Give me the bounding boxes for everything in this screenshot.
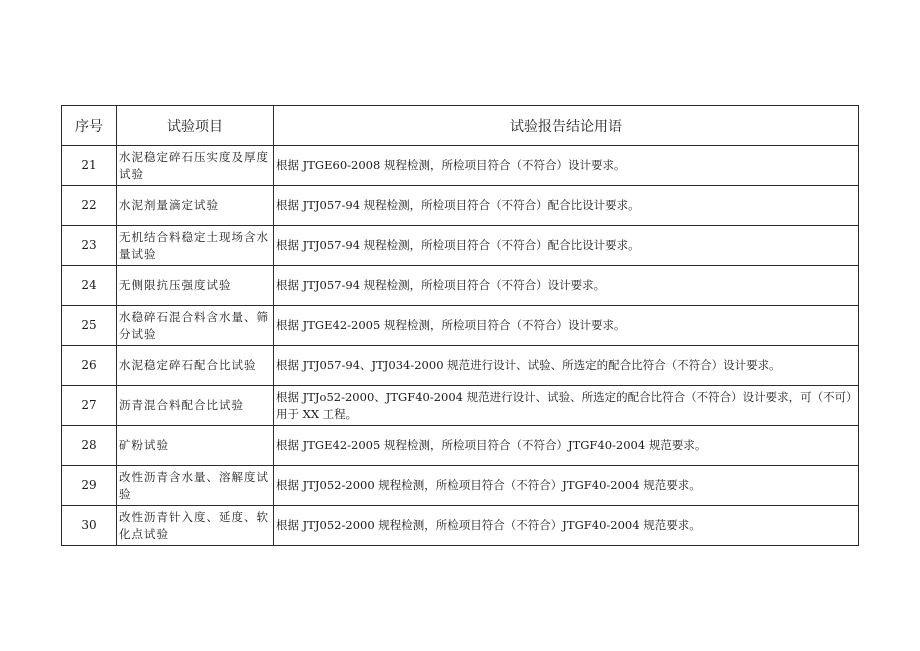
row-test-item: 矿粉试验: [117, 426, 274, 466]
header-row: [62, 106, 859, 146]
row-test-item: 水泥稳定碎石压实度及厚度试验: [117, 146, 274, 186]
header-test-item: 试验项目: [117, 106, 274, 146]
row-serial-number: 28: [62, 426, 117, 466]
row-test-item: 无侧限抗压强度试验: [117, 266, 274, 306]
row-test-item: 水泥稳定碎石配合比试验: [117, 346, 274, 386]
table-row: [62, 306, 859, 346]
table-row: [62, 266, 859, 306]
table-row: [62, 226, 859, 266]
table-header: [62, 106, 859, 146]
row-conclusion-text: 根据 JTGE42-2005 规程检测，所检项目符合（不符合）JTGF40-2004 规范要求。: [274, 426, 859, 466]
row-serial-number: 23: [62, 226, 117, 266]
row-serial-number: 24: [62, 266, 117, 306]
row-serial-number: 25: [62, 306, 117, 346]
row-conclusion-text: 根据 JTJ052-2000 规程检测，所检项目符合（不符合）JTGF40-2004 规范要求。: [274, 466, 859, 506]
table-row: [62, 466, 859, 506]
row-conclusion-text: 根据 JTJo52-2000、JTGF40-2004 规范进行设计、试验、所选定的配合比符合（不符合）设计要求，可（不可）用于 XX 工程。: [274, 386, 859, 426]
row-serial-number: 21: [62, 146, 117, 186]
row-test-item: 无机结合料稳定土现场含水量试验: [117, 226, 274, 266]
row-conclusion-text: 根据 JTGE42-2005 规程检测，所检项目符合（不符合）设计要求。: [274, 306, 859, 346]
table-row: [62, 506, 859, 546]
row-test-item: 改性沥青针入度、延度、软化点试验: [117, 506, 274, 546]
row-conclusion-text: 根据 JTJ057-94 规程检测，所检项目符合（不符合）设计要求。: [274, 266, 859, 306]
row-test-item: 沥青混合料配合比试验: [117, 386, 274, 426]
table-row: [62, 386, 859, 426]
table-body: [62, 146, 859, 546]
document-page: [61, 105, 858, 546]
row-test-item: 水泥剂量滴定试验: [117, 186, 274, 226]
row-conclusion-text: 根据 JTJ057-94、JTJ034-2000 规范进行设计、试验、所选定的配合比符合（不符合）设计要求。: [274, 346, 859, 386]
row-conclusion-text: 根据 JTJ057-94 规程检测，所检项目符合（不符合）配合比设计要求。: [274, 226, 859, 266]
header-serial-number: 序号: [62, 106, 117, 146]
row-conclusion-text: 根据 JTJ057-94 规程检测，所检项目符合（不符合）配合比设计要求。: [274, 186, 859, 226]
table-row: [62, 186, 859, 226]
row-conclusion-text: 根据 JTJ052-2000 规程检测，所检项目符合（不符合）JTGF40-2004 规范要求。: [274, 506, 859, 546]
row-serial-number: 22: [62, 186, 117, 226]
test-conclusion-table: [61, 105, 859, 546]
table-row: [62, 346, 859, 386]
row-serial-number: 29: [62, 466, 117, 506]
header-conclusion-wording: 试验报告结论用语: [274, 106, 859, 146]
row-serial-number: 26: [62, 346, 117, 386]
row-test-item: 水稳碎石混合料含水量、筛分试验: [117, 306, 274, 346]
table-row: [62, 146, 859, 186]
row-serial-number: 27: [62, 386, 117, 426]
row-test-item: 改性沥青含水量、溶解度试验: [117, 466, 274, 506]
row-conclusion-text: 根据 JTGE60-2008 规程检测，所检项目符合（不符合）设计要求。: [274, 146, 859, 186]
row-serial-number: 30: [62, 506, 117, 546]
table-row: [62, 426, 859, 466]
